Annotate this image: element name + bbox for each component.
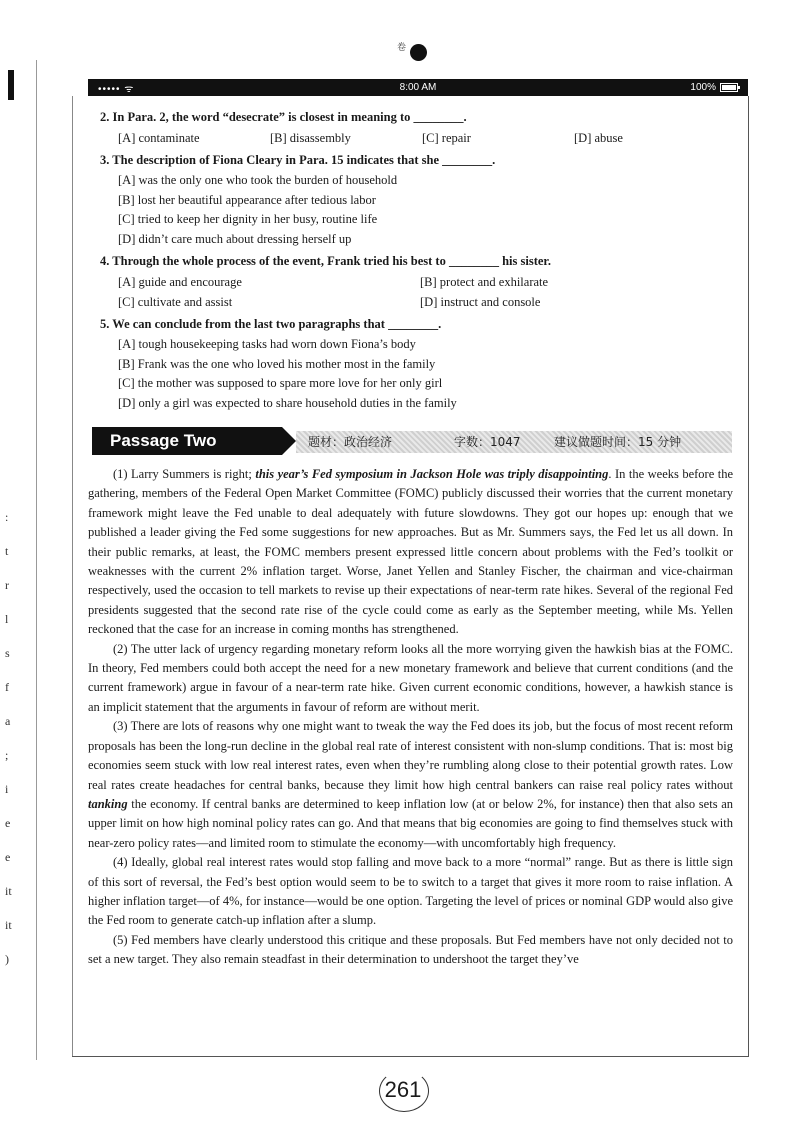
- question-5: [100, 315, 740, 413]
- option-d[interactable]: [D] only a girl was expected to share household duties in the family: [118, 395, 457, 410]
- passage-meta: [296, 431, 732, 453]
- status-time: 8:00 AM: [399, 82, 437, 93]
- option-a[interactable]: [A] tough housekeeping tasks had worn down Fiona’s body: [118, 337, 416, 351]
- paragraph-text: (4) Ideally, global real interest rates would stop falling and move back to a more “normal” range. But as there is little sign of this sort of reversal, the Fed’s best option would seem to be to switch to a target that gives it more room to raise inflation. A higher inflation target—of 4%, for instance—would be one option. Targeting the level of prices or nominal GDP would also give the Fed room to generate catch-up inflation after a slump.: [88, 855, 733, 928]
- question-stem: 3. The description of Fiona Cleary in Para. 15 indicates that she ________.: [100, 153, 496, 167]
- margin-mark: s: [5, 646, 10, 660]
- option-row: [100, 128, 740, 148]
- gutter-line: [36, 60, 37, 1060]
- paragraph-text: . In the weeks before the gathering, members of the Federal Open Market Committee (FOMC) publicly discussed their worries that the current monetary framework might leave the Fed unable to deal adequately with future slowdowns. They got our hopes up: enough that we published a leader giving the Fed some suggestions for new approaches. But as Mr. Summers says, the Fed let us all down. In their public remarks, at least, the FOMC members present expressed little concern about problems with the Fed’s toolkit or weaknesses with the current 2% inflation target. Worse, Janet Yellen and Stanley Fischer, the chairman and vice-chairman respectively, used the occasion to tell markets to revise up their expectations of near-term rate hikes. Several of the regional Fed presidents suggested that the second rate rise of the cycle could come as early as the September meeting, while Ms. Yellen reckoned that the case for an increase in coming months has strengthened.: [88, 467, 733, 637]
- question-stem: 4. Through the whole process of the event, Frank tried his best to ________ his sister.: [100, 254, 551, 268]
- option-b[interactable]: [B] protect and exhilarate: [420, 275, 549, 289]
- margin-mark: e: [5, 816, 11, 830]
- emphasized-text: tanking: [88, 796, 128, 811]
- paragraph-4: [88, 853, 733, 931]
- option-b[interactable]: [B] lost her beautiful appearance after tedious labor: [118, 192, 376, 207]
- margin-mark: f: [5, 680, 9, 694]
- question-2: [100, 108, 740, 148]
- margin-mark: l: [5, 612, 9, 626]
- battery-icon: [720, 83, 738, 92]
- binding-mark: [8, 70, 14, 100]
- paragraph-text: (2) The utter lack of urgency regarding monetary reform looks all the more worrying given the hawkish bias at the FOMC. In theory, Fed members could both accept the need for a new monetary framework and believe that current conditions (and the current framework) argue in favour of a near-term rate hike. Given current economic conditions, however, a hawkish stance is an implicit statement that the arguments in favour of reform are without merit.: [88, 641, 733, 714]
- option-a[interactable]: [A] was the only one who took the burden of household: [118, 173, 398, 187]
- option-c[interactable]: [C] repair: [422, 131, 471, 145]
- passage-body: [88, 465, 733, 970]
- passage-header: [92, 427, 732, 457]
- question-3: [100, 151, 740, 249]
- question-stem: 2. In Para. 2, the word “desecrate” is closest in meaning to ________.: [100, 110, 467, 124]
- passage-suggested-time: 建议做题时间：15 分钟: [554, 435, 682, 449]
- arrow-icon: [282, 427, 296, 455]
- option-b[interactable]: [B] Frank was the one who loved his mother most in the family: [118, 356, 436, 371]
- page-number: 261: [373, 1068, 433, 1112]
- margin-mark: :: [5, 510, 9, 524]
- margin-mark: i: [5, 782, 9, 796]
- battery-fill: [722, 85, 736, 90]
- paragraph-5: [88, 931, 733, 970]
- passage-title: Passage Two: [92, 427, 282, 455]
- option-c[interactable]: [C] tried to keep her dignity in her busy, routine life: [118, 212, 378, 226]
- option-d[interactable]: [D] abuse: [574, 131, 623, 145]
- battery-status: [690, 82, 738, 93]
- question-4: [100, 252, 740, 312]
- emphasized-text: this year’s Fed symposium in Jackson Hole was triply disappointing: [255, 467, 609, 481]
- option-c[interactable]: [C] cultivate and assist: [118, 295, 233, 309]
- margin-mark: e: [5, 850, 11, 864]
- margin-mark: it: [5, 884, 12, 898]
- paragraph-2: [88, 640, 733, 718]
- top-mark: 卷: [397, 42, 407, 52]
- signal-icon: ••••• ᯤ: [98, 84, 135, 95]
- paragraph-text: the economy. If central banks are determined to keep inflation low (at or below 2%, for instance) then that also sets an upper limit on how high nominal policy rates can go. And that means that big economies are going to find themselves stuck with near-zero policy rates—and limited room to stimulate the economy—with uncomfortably high frequency.: [88, 796, 733, 850]
- question-stem: 5. We can conclude from the last two paragraphs that ________.: [100, 317, 442, 331]
- margin-mark: r: [5, 578, 9, 592]
- margin-mark: ): [5, 952, 9, 966]
- margin-mark: it: [5, 918, 12, 932]
- question-list: [100, 105, 740, 413]
- paragraph-text: (5) Fed members have clearly understood this critique and these proposals. But Fed members have not only decided not to set a new target. They also remain steadfast in their determination to undershoot the target they’ve: [88, 932, 733, 967]
- option-row: [100, 272, 740, 292]
- option-a[interactable]: [A] guide and encourage: [118, 275, 242, 289]
- status-bar: [88, 79, 748, 96]
- paragraph-text: (3) There are lots of reasons why one might want to tweak the way the Fed does its job, but the focus of most recent reform proposals has been the long-run decline in the global real rate of interest consistent with non-slump conditions. That is: most big economies seem stuck with low real interest rates, even when they’re rumbling along close to their potential growth rates. Low real rates create headaches for central banks, because they limit how high central bankers can raise real policy rates without: [88, 719, 733, 792]
- option-a[interactable]: [A] contaminate: [118, 131, 200, 145]
- margin-mark: a: [5, 714, 11, 728]
- option-d[interactable]: [D] didn’t care much about dressing herself up: [118, 231, 352, 246]
- option-d[interactable]: [D] instruct and console: [420, 295, 541, 309]
- option-b[interactable]: [B] disassembly: [270, 131, 351, 145]
- registration-dot: [410, 44, 427, 61]
- battery-percent: 100%: [690, 82, 716, 93]
- option-c[interactable]: [C] the mother was supposed to spare more love for her only girl: [118, 376, 443, 390]
- option-row: [100, 292, 740, 312]
- margin-mark: ;: [5, 748, 9, 762]
- passage-word-count: 字数：1047: [454, 435, 521, 449]
- margin-mark: t: [5, 544, 9, 558]
- left-margin-marks: [5, 500, 12, 976]
- passage-topic: 题材：政治经济: [308, 435, 393, 449]
- paragraph-3: [88, 717, 733, 853]
- paragraph-1: [88, 465, 733, 640]
- paragraph-text: (1) Larry Summers is right;: [113, 467, 256, 481]
